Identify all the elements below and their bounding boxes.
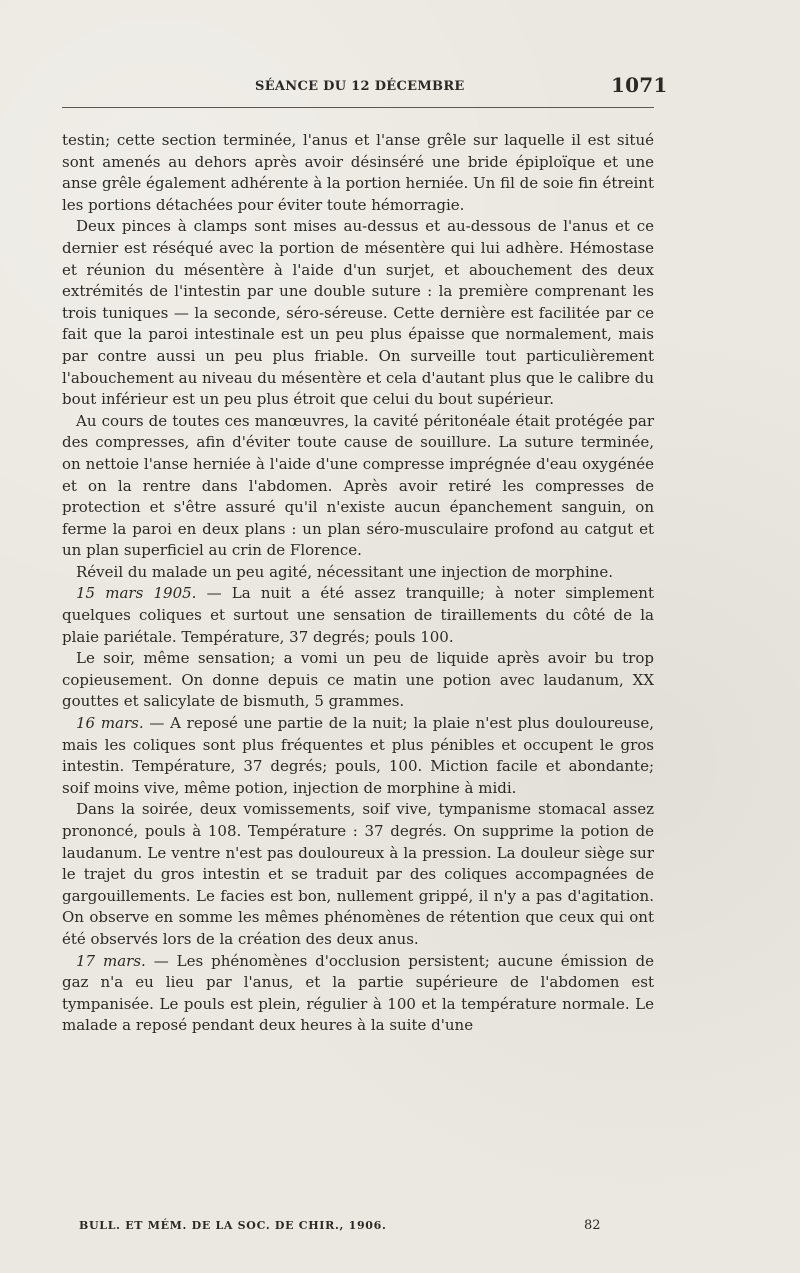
paragraph-3: Au cours de toutes ces manœuvres, la cavité péritonéale était protégée par des compresses, afin d'éviter toute cause de souillure. La suture terminée, on nettoie l'anse herniée à l'aide d'une compresse imprégnée d'eau oxygénée et on la rentre dans l'abdomen. Après avoir retiré les compresses de protection et s'être assuré qu'il n'existe aucun épanchement sanguin, on ferme la paroi en deux plans : un plan séro-musculaire profond au catgut et un plan superficiel au crin de Florence. bbox=[62, 411, 654, 560]
date-17-mars: 17 mars. bbox=[76, 951, 146, 970]
paragraph-6: Le soir, même sensation; a vomi un peu de liquide après avoir bu trop copieusement. On donne depuis ce matin une potion avec laudanum, XX gouttes et salicylate de bismuth, 5 grammes. bbox=[62, 649, 654, 711]
article-body bbox=[62, 130, 654, 1037]
paragraph-1: testin; cette section terminée, l'anus et l'anse grêle sur laquelle il est situé sont amenés au dehors après avoir désinséré une bride épiploïque et une anse grêle également adhérente à la portion herniée. Un fil de soie fin étreint les portions détachées pour éviter toute hémorragie. bbox=[62, 131, 654, 214]
paragraph-5 bbox=[62, 583, 654, 648]
paragraph-8: Dans la soirée, deux vomissements, soif vive, tympanisme stomacal assez prononcé, pouls à 108. Température : 37 degrés. On supprime la potion de laudanum. Le ventre n'est pas douloureux à la pression. La douleur siège sur le trajet du gros intestin et se traduit par des coliques accompagnées de gargouillements. Le facies est bon, nullement grippé, il n'y a pas d'agitation. On observe en somme les mêmes phénomènes de rétention que ceux qui ont été observés lors de la création des deux anus. bbox=[62, 800, 654, 948]
date-15-mars: 15 mars 1905. bbox=[76, 584, 197, 603]
date-16-mars: 16 mars. bbox=[76, 714, 144, 733]
paragraph-9 bbox=[62, 951, 654, 1037]
page-number: 1071 bbox=[611, 73, 668, 97]
page-header bbox=[0, 72, 800, 112]
paragraph-7 bbox=[62, 713, 654, 799]
footer-signature: 82 bbox=[584, 1218, 601, 1233]
header-rule bbox=[62, 107, 654, 108]
paragraph-9-text: — Les phénomènes d'occlusion persistent; aucune émission de gaz n'a eu lieu par l'anus, et la partie supérieure de l'abdomen est tympanisée. Le pouls est plein, régulier à 100 et la température normale. Le malade a reposé pendant deux heures à la suite d'une bbox=[62, 951, 654, 1035]
paragraph-5-text: — La nuit a été assez tranquille; à noter simplement quelques coliques et surtout une sensation de tiraillements du côté de la plaie pariétale. Température, 37 degrés; pouls 100. bbox=[62, 584, 654, 646]
paragraph-2: Deux pinces à clamps sont mises au-dessus et au-dessous de l'anus et ce dernier est réséqué avec la portion de mésentère qui lui adhère. Hémostase et réunion du mésentère à l'aide d'un surjet, et abouchement des deux extrémités de l'intestin par une double suture : la première comprenant les trois tuniques — la seconde, séro-séreuse. Cette dernière est facilitée par ce fait que la paroi intestinale est un peu plus épaisse que normalement, mais par contre aussi un peu plus friable. On surveille tout particulièrement l'abouchement au niveau du mésentère et cela d'autant plus que le calibre du bout inférieur est un peu plus étroit que celui du bout supérieur. bbox=[62, 217, 655, 409]
footer-citation: BULL. ET MÉM. DE LA SOC. DE CHIR., 1906. bbox=[79, 1219, 387, 1232]
paragraph-7-text: — A reposé une partie de la nuit; la plaie n'est plus douloureuse, mais les coliques sont plus fréquentes et plus pénibles et occupent le gros intestin. Température, 37 degrés; pouls, 100. Miction facile et abondante; soif moins vive, même potion, injection de morphine à midi. bbox=[62, 714, 654, 797]
paragraph-4: Réveil du malade un peu agité, nécessitant une injection de morphine. bbox=[76, 562, 613, 581]
running-head: SÉANCE DU 12 DÉCEMBRE bbox=[255, 79, 465, 94]
